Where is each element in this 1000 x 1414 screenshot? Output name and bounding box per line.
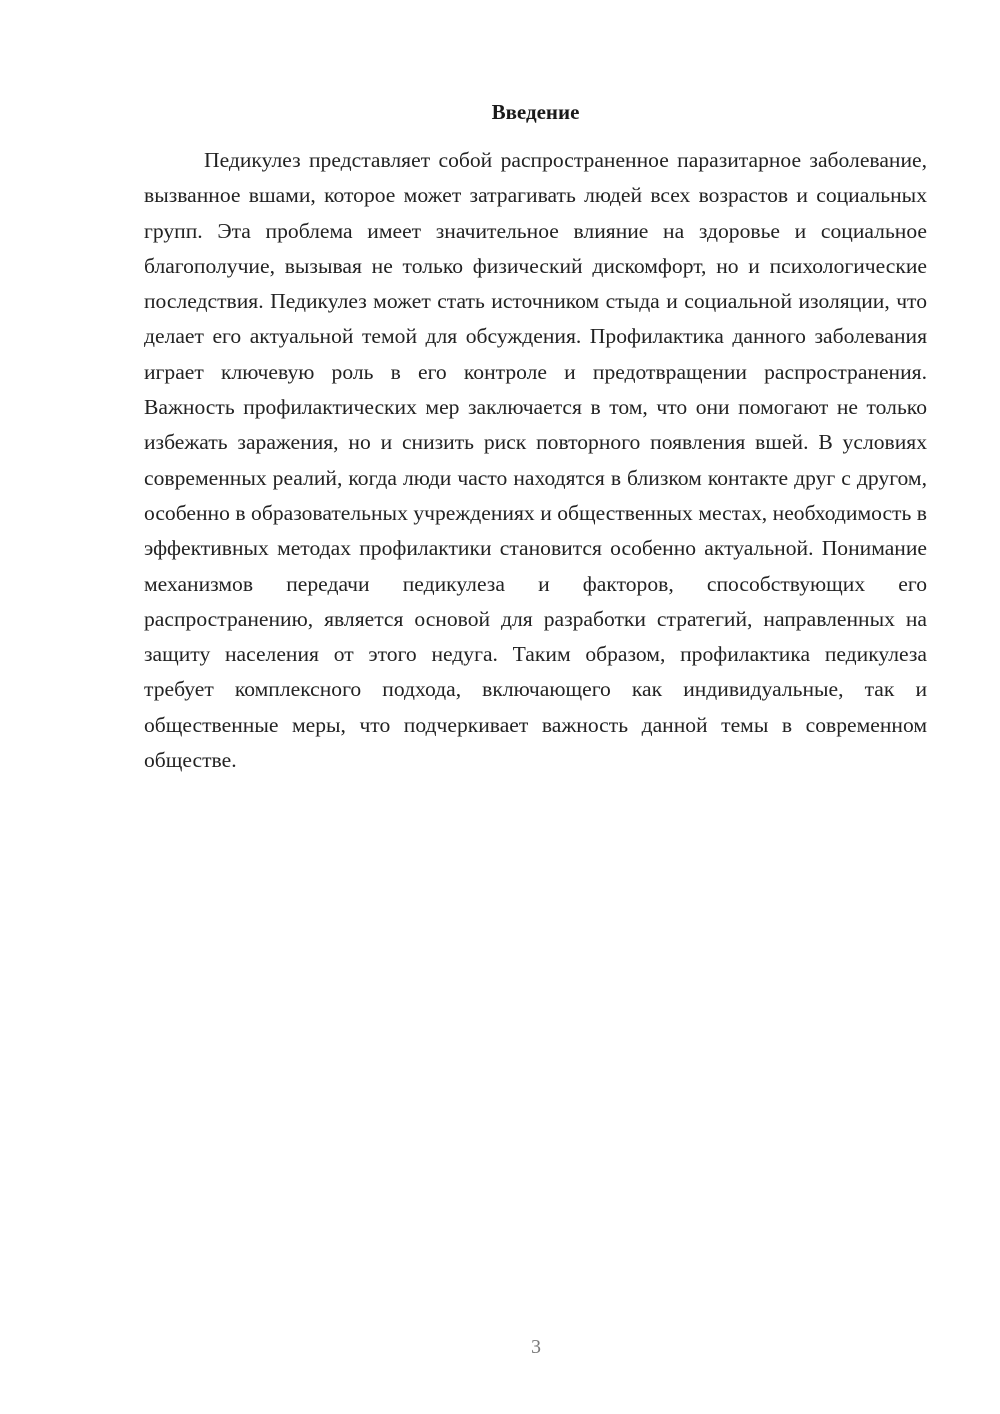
page-number: 3 xyxy=(531,1336,541,1358)
body-paragraph: Педикулез представляет собой распространенное паразитарное заболевание, вызванное вшами, которое может затрагивать людей всех возрастов и социальных групп. Эта проблема имеет значительное влияние на здоровье и социальное благополучие, вызывая не только физический дискомфорт, но и психологические последствия. Педикулез может стать источником стыда и социальной изоляции, что делает его актуальной темой для обсуждения. Профилактика данного заболевания играет ключевую роль в его контроле и предотвращении распространения. Важность профилактических мер заключается в том, что они помогают не только избежать заражения, но и снизить риск повторного появления вшей. В условиях современных реалий, когда люди часто находятся в близком контакте друг с другом, особенно в образовательных учреждениях и общественных местах, необходимость в эффективных методах профилактики становится особенно актуальной. Понимание механизмов передачи педикулеза и факторов, способствующих его распространению, является основой для разработки стратегий, направленных на защиту населения от этого недуга. Таким образом, профилактика педикулеза требует комплексного подхода, включающего как индивидуальные, так и общественные меры, что подчеркивает важность данной темы в современном обществе. xyxy=(144,148,927,773)
section-heading: Введение xyxy=(491,100,580,124)
